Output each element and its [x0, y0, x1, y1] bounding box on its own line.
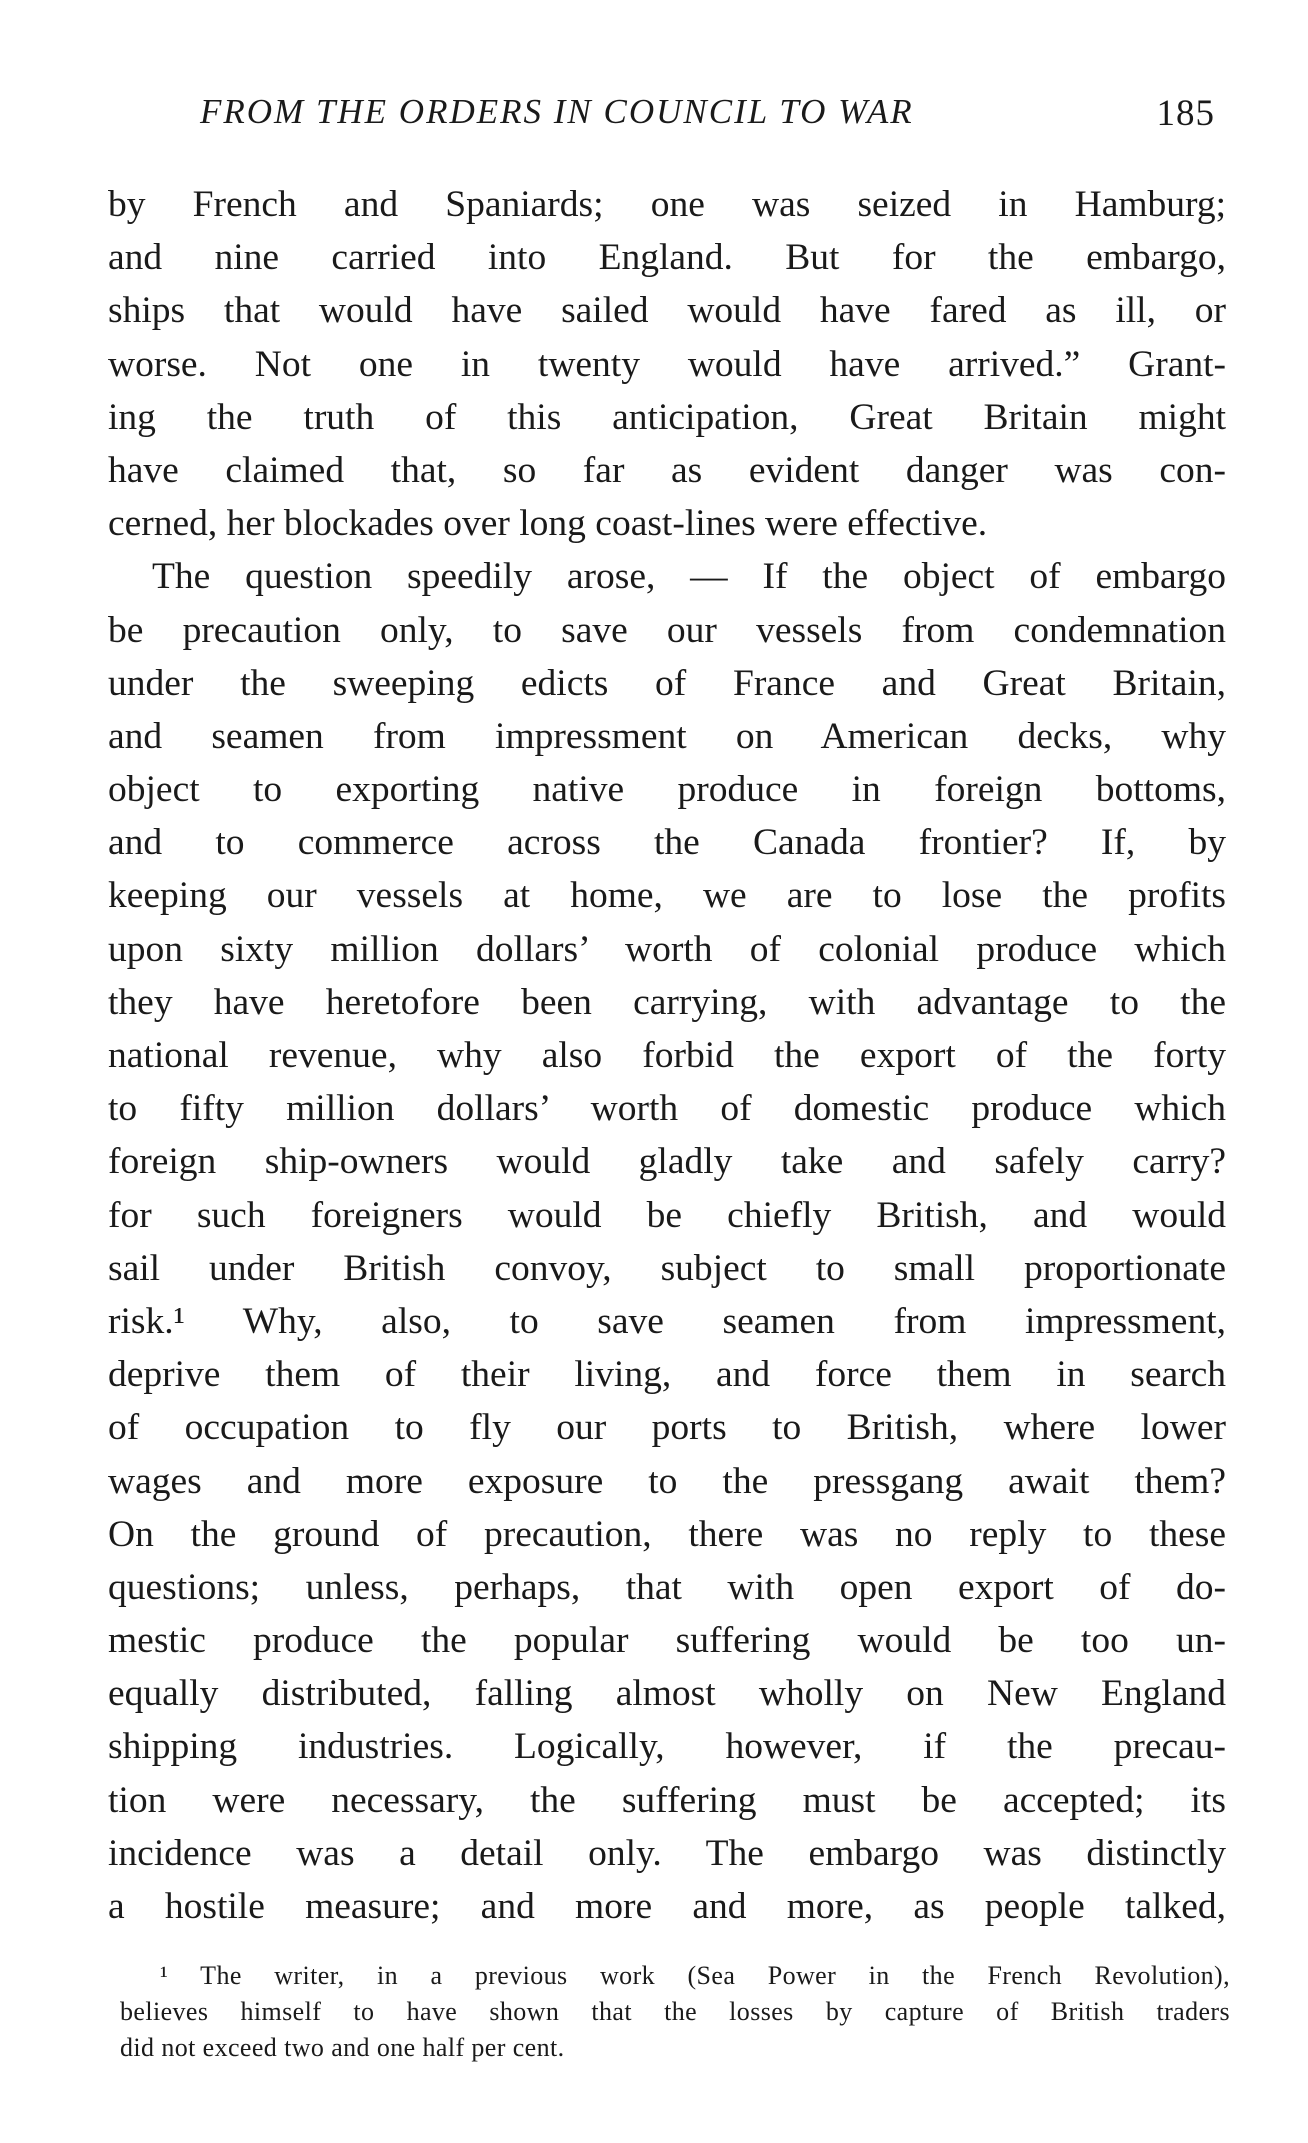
- body-line: keeping our vessels at home, we are to lose the profits: [108, 875, 1226, 917]
- body-line: mestic produce the popular suffering would be too un-: [108, 1620, 1226, 1662]
- body-line: deprive them of their living, and force them in search: [108, 1354, 1226, 1396]
- footnote-line: believes himself to have shown that the losses by capture of British traders: [120, 1997, 1230, 2026]
- body-line: of occupation to fly our ports to British, where lower: [108, 1407, 1226, 1449]
- body-line: and to commerce across the Canada frontier? If, by: [108, 822, 1226, 864]
- body-line: The question speedily arose, — If the object of embargo: [152, 556, 1226, 598]
- body-line: On the ground of precaution, there was no reply to these: [108, 1513, 1226, 1555]
- body-line: a hostile measure; and more and more, as people talked,: [108, 1886, 1226, 1927]
- body-line: they have heretofore been carrying, with advantage to the: [108, 981, 1226, 1023]
- body-line: risk.¹ Why, also, to save seamen from impressment,: [108, 1300, 1226, 1342]
- body-line: for such foreigners would be chiefly British, and would: [108, 1194, 1226, 1236]
- body-line: and seamen from impressment on American decks, why: [108, 715, 1226, 757]
- body-line: questions; unless, perhaps, that with open export of do-: [108, 1566, 1226, 1608]
- body-line: ships that would have sailed would have fared as ill, or: [108, 290, 1226, 332]
- body-line: cerned, her blockades over long coast-lines were effective.: [108, 503, 988, 545]
- page-number: 185: [1156, 93, 1215, 134]
- footnote-line: did not exceed two and one half per cent.: [120, 2033, 565, 2062]
- body-line: sail under British convoy, subject to small proportionate: [108, 1247, 1226, 1289]
- body-line: shipping industries. Logically, however, if the precau-: [108, 1726, 1226, 1768]
- body-line: by French and Spaniards; one was seized in Hamburg;: [108, 184, 1226, 225]
- body-line: tion were necessary, the suffering must be accepted; its: [108, 1779, 1226, 1821]
- body-line: worse. Not one in twenty would have arrived.” Grant-: [108, 343, 1226, 385]
- body-line: upon sixty million dollars’ worth of colonial produce which: [108, 928, 1226, 970]
- body-line: wages and more exposure to the pressgang await them?: [108, 1460, 1226, 1502]
- running-head-title: FROM THE ORDERS IN COUNCIL TO WAR: [200, 92, 914, 131]
- body-line: foreign ship-owners would gladly take and safely carry?: [108, 1141, 1226, 1183]
- footnote-line: ¹ The writer, in a previous work (Sea Power in the French Revolution),: [160, 1961, 1230, 1990]
- body-line: and nine carried into England. But for the embargo,: [108, 237, 1226, 279]
- body-text: [108, 178, 1226, 1933]
- body-line: ing the truth of this anticipation, Great Britain might: [108, 396, 1226, 438]
- body-line: incidence was a detail only. The embargo was distinctly: [108, 1832, 1226, 1874]
- body-line: object to exporting native produce in foreign bottoms,: [108, 769, 1226, 811]
- body-line: be precaution only, to save our vessels from condemnation: [108, 609, 1226, 651]
- body-line: have claimed that, so far as evident danger was con-: [108, 449, 1226, 491]
- running-head: [200, 92, 1215, 152]
- body-line: national revenue, why also forbid the export of the forty: [108, 1035, 1226, 1076]
- footnote: [120, 1958, 1230, 2066]
- body-line: to fifty million dollars’ worth of domestic produce which: [108, 1088, 1226, 1130]
- body-line: under the sweeping edicts of France and Great Britain,: [108, 662, 1226, 704]
- body-line: equally distributed, falling almost wholly on New England: [108, 1673, 1226, 1715]
